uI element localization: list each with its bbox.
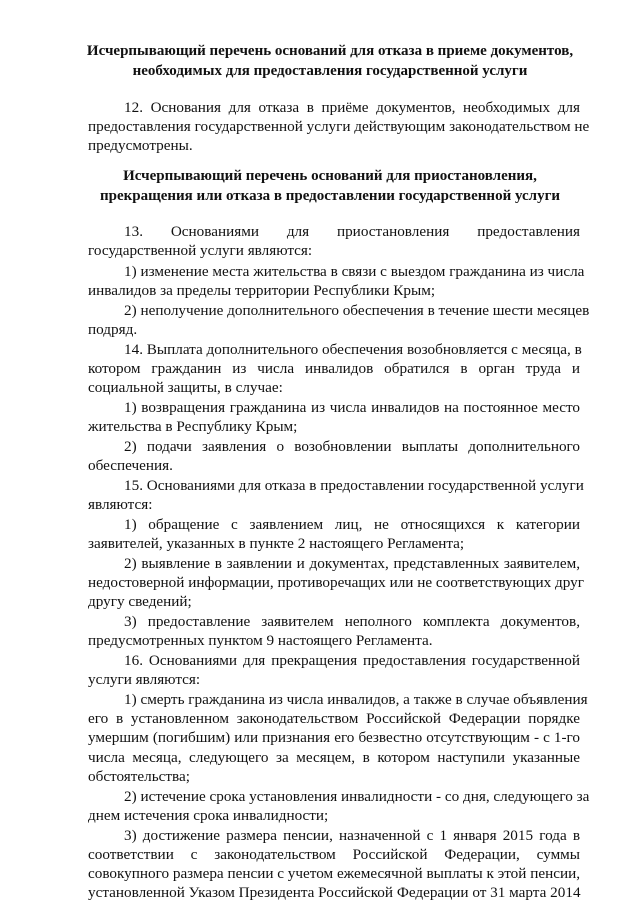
text-line: 1) возвращения гражданина из числа инвалидов на постоянное место (124, 399, 580, 416)
text-line: 1) изменение места жительства в связи с выездом гражданина из числа (124, 263, 585, 280)
heading-line: необходимых для предоставления государственной услуги (132, 62, 528, 79)
section-heading-suspension-termination (60, 167, 600, 206)
text-line: 3) достижение размера пенсии, назначенной с 1 января 2015 года в (124, 827, 580, 844)
heading-line: Исчерпывающий перечень оснований для приостановления, (123, 168, 537, 184)
text-line: соответствии с законодательством Российской Федерации, суммы (88, 846, 580, 863)
text-line: 16. Основаниями для прекращения предоставления государственной (124, 652, 580, 669)
text-line: 2) неполучение дополнительного обеспечения в течение шести месяцев (124, 302, 590, 319)
section-heading-refusal-acceptance (60, 42, 600, 81)
text-line: подряд. (88, 321, 138, 338)
text-line: 13. Основаниями для приостановления предоставления (124, 223, 580, 240)
text-line: котором гражданин из числа инвалидов обратился в орган труда и (88, 360, 580, 377)
text-line: 1) смерть гражданина из числа инвалидов, а также в случае объявления (124, 691, 588, 708)
text-line: умершим (погибшим) или признания его безвестно отсутствующим - с 1-го (88, 729, 580, 746)
text-line: недостоверной информации, противоречащих или не соответствующих друг (88, 574, 585, 591)
heading-line: Исчерпывающий перечень оснований для отказа в приеме документов, (86, 43, 574, 59)
text-line: 2) выявление в заявлении и документах, представленных заявителем, (124, 555, 580, 572)
text-line: обстоятельства; (88, 768, 190, 785)
text-line: заявителей, указанных в пункте 2 настоящего Регламента; (88, 535, 465, 552)
text-line: обеспечения. (88, 457, 173, 474)
text-line: 14. Выплата дополнительного обеспечения возобновляется с месяца, в (124, 341, 582, 358)
text-line: услуги являются: (88, 671, 201, 688)
text-line: государственной услуги являются: (88, 242, 313, 259)
text-line: его в установленном законодательством Российской Федерации порядке (88, 710, 580, 727)
text-line: социальной защиты, в случае: (88, 379, 283, 396)
text-line: установленной Указом Президента Российской Федерации от 31 марта 2014 (88, 884, 581, 901)
text-line: жительства в Республику Крым; (88, 418, 298, 435)
text-line: 15. Основаниями для отказа в предоставлении государственной услуги (124, 477, 584, 494)
text-line: 12. Основания для отказа в приёме документов, необходимых для (124, 99, 580, 116)
text-line: предоставления государственной услуги действующим законодательством не (88, 118, 590, 135)
text-line: предусмотренных пунктом 9 настоящего Регламента. (88, 632, 433, 649)
text-line: числа месяца, следующего за месяцем, в котором наступили указанные (88, 749, 580, 766)
text-line: 1) обращение с заявлением лиц, не относящихся к категории (124, 516, 580, 533)
text-line: другу сведений; (88, 593, 192, 610)
text-line: 2) истечение срока установления инвалидности - со дня, следующего за (124, 788, 590, 805)
text-line: совокупного размера пенсии с учетом ежемесячной выплаты к этой пенсии, (88, 865, 580, 882)
text-line: инвалидов за пределы территории Республики Крым; (88, 282, 436, 299)
text-line: 3) предоставление заявителем неполного комплекта документов, (124, 613, 580, 630)
text-line: 2) подачи заявления о возобновлении выплаты дополнительного (124, 438, 580, 455)
heading-line: прекращения или отказа в предоставлении государственной услуги (99, 187, 561, 204)
text-line: являются: (88, 496, 153, 513)
text-line: днем истечения срока инвалидности; (88, 807, 329, 824)
text-line: предусмотрены. (88, 137, 193, 154)
